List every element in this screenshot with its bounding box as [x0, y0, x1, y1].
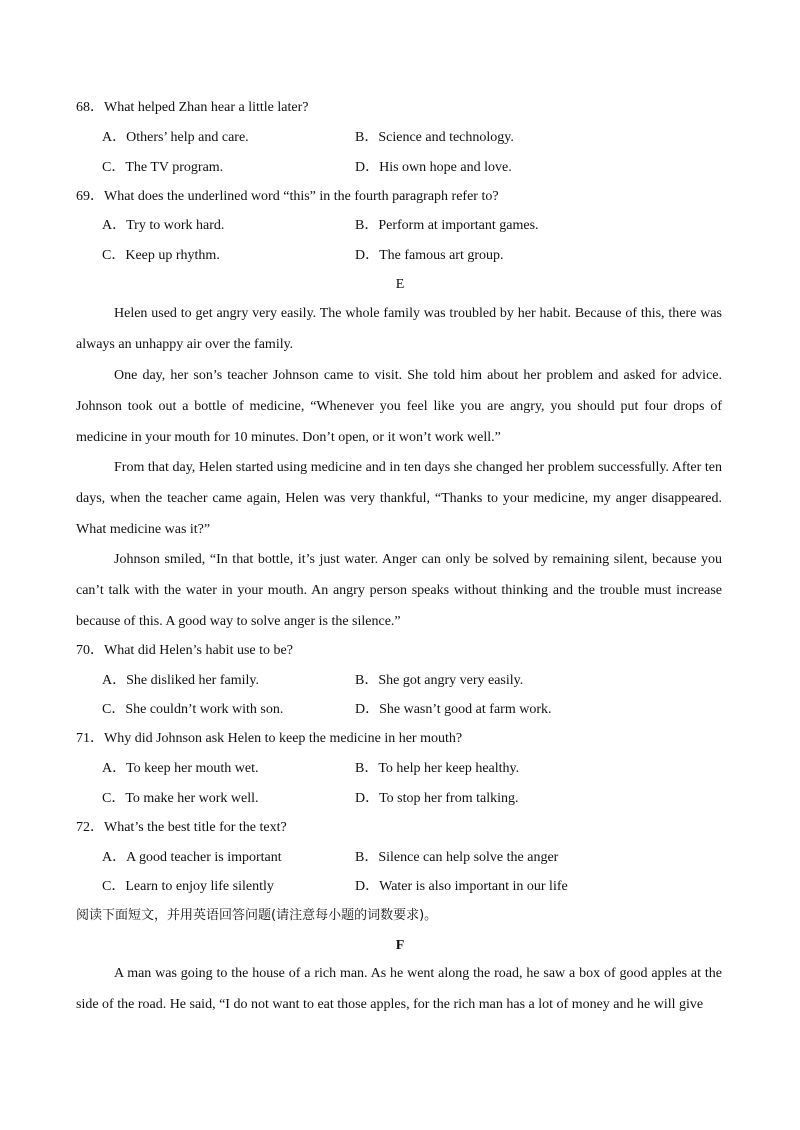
- question-71-option-d: D．To stop her from talking.: [355, 791, 519, 806]
- question-68-option-d: D．His own hope and love.: [355, 160, 512, 175]
- section-instruction: 阅读下面短文，并用英语回答问题(请注意每小题的词数要求)。: [76, 908, 438, 923]
- section-e-heading: E: [395, 277, 405, 292]
- passage-e-paragraph-1: Helen used to get angry very easily. The whole family was troubled by her habit. Because of this, there was always an unhappy air over the family.: [76, 306, 722, 352]
- question-70-option-b: B．She got angry very easily.: [355, 673, 524, 688]
- question-72-option-c: C．Learn to enjoy life silently: [102, 879, 274, 894]
- question-69-stem: 69．What does the underlined word “this” in the fourth paragraph refer to?: [76, 189, 499, 204]
- question-68-option-c: C．The TV program.: [102, 160, 224, 175]
- passage-e-paragraph-4: Johnson smiled, “In that bottle, it’s just water. Anger can only be solved by remaining silent, because you can’t talk with the water in your mouth. An angry person speaks without thinking and the trouble must increase because of this. A good way to solve anger is the silence.”: [76, 552, 722, 629]
- question-71-stem: 71．Why did Johnson ask Helen to keep the medicine in her mouth?: [76, 731, 463, 746]
- question-72-option-d: D．Water is also important in our life: [355, 879, 568, 894]
- section-f-heading: F: [395, 938, 405, 953]
- passage-e-paragraph-3: From that day, Helen started using medicine and in ten days she changed her problem successfully. After ten days, when the teacher came again, Helen was very thankful, “Thanks to your medicine, my anger disappeared. What medicine was it?”: [76, 460, 722, 537]
- question-69-option-b: B．Perform at important games.: [355, 218, 539, 233]
- question-72-stem: 72．What’s the best title for the text?: [76, 820, 287, 835]
- question-69-option-c: C．Keep up rhythm.: [102, 248, 220, 263]
- question-69-option-d: D．The famous art group.: [355, 248, 504, 263]
- question-71-option-a: A．To keep her mouth wet.: [102, 761, 259, 776]
- question-71-option-c: C．To make her work well.: [102, 791, 259, 806]
- question-70-option-c: C．She couldn’t work with son.: [102, 702, 284, 717]
- question-70-stem: 70．What did Helen’s habit use to be?: [76, 643, 293, 658]
- question-72-option-b: B．Silence can help solve the anger: [355, 850, 559, 865]
- question-68-option-a: A．Others’ help and care.: [102, 130, 249, 145]
- question-70-option-a: A．She disliked her family.: [102, 673, 259, 688]
- question-72-option-a: A．A good teacher is important: [102, 850, 282, 865]
- question-70-option-d: D．She wasn’t good at farm work.: [355, 702, 552, 717]
- passage-f-paragraph-1: A man was going to the house of a rich man. As he went along the road, he saw a box of good apples at the side of the road. He said, “I do not want to eat those apples, for the rich man has a lot of money and he will give: [76, 966, 722, 1012]
- question-69-option-a: A．Try to work hard.: [102, 218, 225, 233]
- question-71-option-b: B．To help her keep healthy.: [355, 761, 520, 776]
- question-68-option-b: B．Science and technology.: [355, 130, 514, 145]
- question-68-stem: 68．What helped Zhan hear a little later?: [76, 100, 309, 115]
- passage-e-paragraph-2: One day, her son’s teacher Johnson came to visit. She told him about her problem and asked for advice. Johnson took out a bottle of medicine, “Whenever you feel like you are angry, you should put four drops of medicine in your mouth for 10 minutes. Don’t open, or it won’t work well.”: [76, 368, 722, 445]
